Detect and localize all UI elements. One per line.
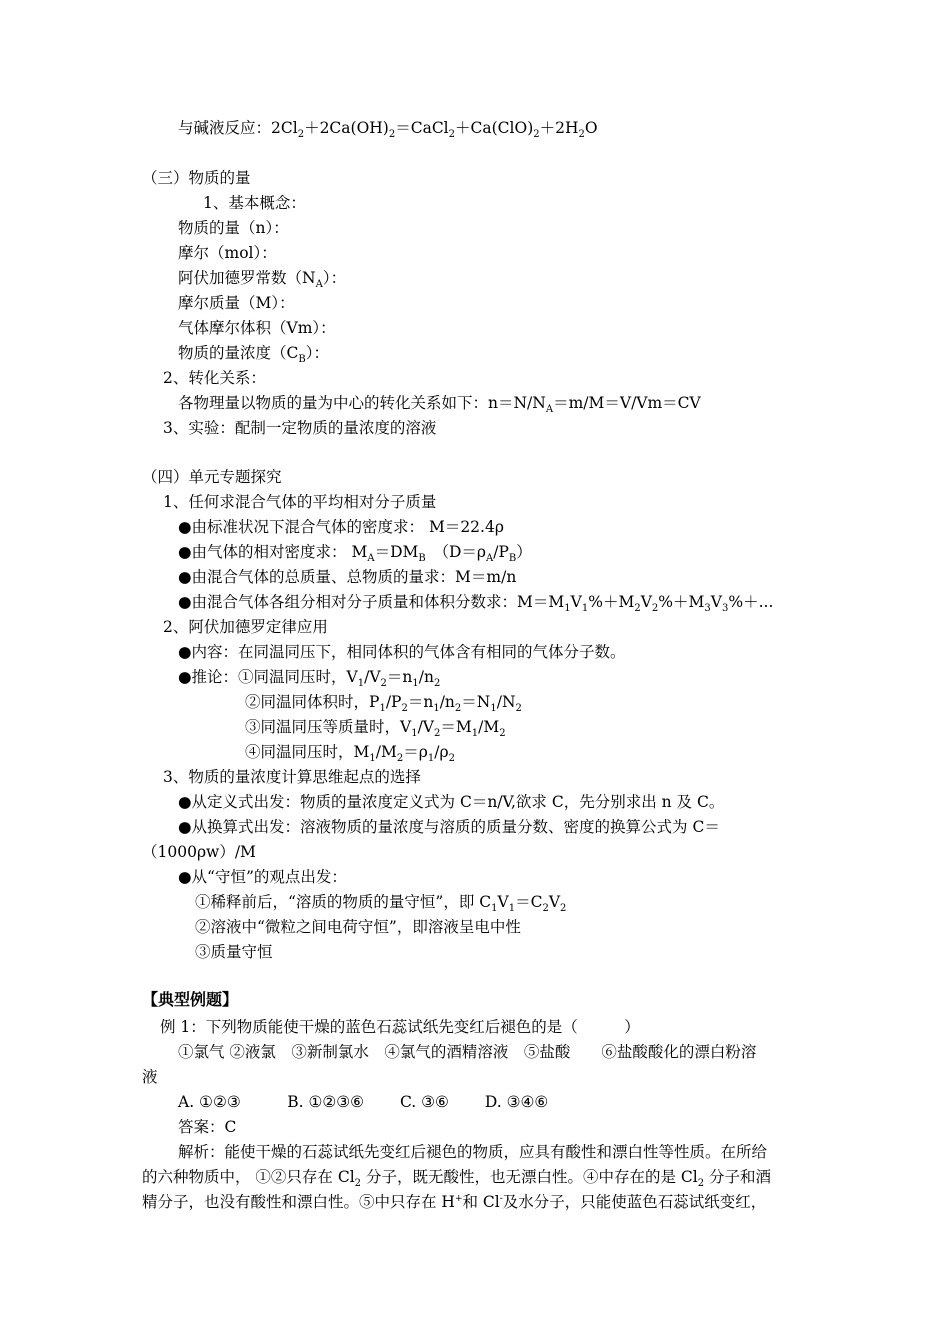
explanation-text: 精分子，也没有酸性和漂白性。⑤中只存在 H+和 Cl-及水分子，只能使蓝色石蕊试纸变红， [142,1193,767,1211]
bullet-item: ●从定义式出发：物质的量浓度定义式为 C＝n/V,欲求 C，先分别求出 n 及 C。 [178,793,725,811]
text-line: ③质量守恒 [195,943,273,961]
subsection-heading: 2、转化关系： [163,369,266,387]
text-line: 阿伏加德罗常数$(N_A)$： [178,269,347,290]
bullet-item: ●从“守恒”的观点出发： [178,868,347,886]
bullet-item: ●内容：在同温同压下，相同体积的气体含有相同的气体分子数。 [178,643,626,661]
text-line: ③同温同压等质量时，$V_1/V_2=M_1/M_2$ [245,718,506,739]
text-line: ①稀释前后，“溶质的物质的量守恒”，即 $C_1V_1=C_2V_2$ [195,893,567,914]
text-line: 气体摩尔体积（Vm）： [178,319,336,337]
bullet-item: ●由混合气体各组分相对分子质量和体积分数求：$M=M_1V_1\%+M_2V_2\%+M_3V_3\%+$... [178,593,774,614]
text-line: ④同温同压时，$M_1/M_2=\rho_1/\rho_2$ [245,743,455,764]
explanation-text: 解析：能使干燥的石蕊试纸先变红后褪色的物质，应具有酸性和漂白性等性质。在所给 [178,1143,768,1161]
bullet-item: ●推论：①同温同压时，$V_1/V_2=n_1/n_2$ [178,668,441,689]
section-heading: （四）单元专题探究 [142,468,282,486]
explanation-text: 的六种物质中， ①②只存在 $Cl_2$ 分子，既无酸性，也无漂白性。④中存在的是 $Cl_2$ 分子和酒 [142,1168,772,1189]
question-text: 例 1：下列物质能使干燥的蓝色石蕊试纸先变红后褪色的是（ ） [160,1018,640,1036]
subsection-heading: 1、任何求混合气体的平均相对分子质量 [163,493,437,511]
text-line: 物质的量浓度$(C_B)$： [178,344,329,365]
text-line: 摩尔（mol）： [178,244,277,262]
subsection-heading: 1、基本概念： [203,194,306,212]
section-heading: （三）物质的量 [142,169,251,187]
bullet-item: ●从换算式出发：溶液物质的量浓度与溶质的质量分数、密度的换算公式为 C＝ [178,818,720,836]
text-line: 与碱液反应：$2Cl_2+2Ca(OH)_2=CaCl_2+Ca(ClO)_2+2H_2O$ [178,119,598,140]
text-line: ②同温同体积时，$P_1/P_2=n_1/n_2=N_1/N_2$ [245,693,522,714]
example-heading: 【典型例题】 [142,990,239,1009]
bullet-item: ●由混合气体的总质量、总物质的量求：M＝m/n [178,568,517,586]
text-line: ②溶液中“微粒之间电荷守恒”，即溶液呈电中性 [195,918,521,936]
text-line: 摩尔质量（M）： [178,294,295,312]
answer-choices: A. ①②③ B. ①②③⑥ C. ③⑥ D. ③④⑥ [178,1093,549,1111]
text-line: 各物理量以物质的量为中心的转化关系如下：$n=N/N_A=m/M=V/Vm=CV$ [178,394,701,415]
subsection-heading: 2、阿伏加德罗定律应用 [163,618,328,636]
bullet-item: ●由气体的相对密度求： $M_A=DM_B$ $(D=\rho_A/P_B)$ [178,543,532,564]
text-line: 物质的量（n）： [178,219,289,237]
subsection-heading: 3、物质的量浓度计算思维起点的选择 [163,768,421,786]
question-options-text: ①氯气 ②液氯 ③新制氯水 ④氯气的酒精溶液 ⑤盐酸 ⑥盐酸酸化的漂白粉溶 [178,1043,757,1061]
question-options-text: 液 [142,1068,158,1086]
subsection-heading: 3、实验：配制一定物质的量浓度的溶液 [163,419,437,437]
answer-text: 答案：C [178,1118,237,1136]
text-line: （1000ρw）/M [142,843,256,861]
bullet-item: ●由标准状况下混合气体的密度求： M＝22.4ρ [178,518,504,536]
